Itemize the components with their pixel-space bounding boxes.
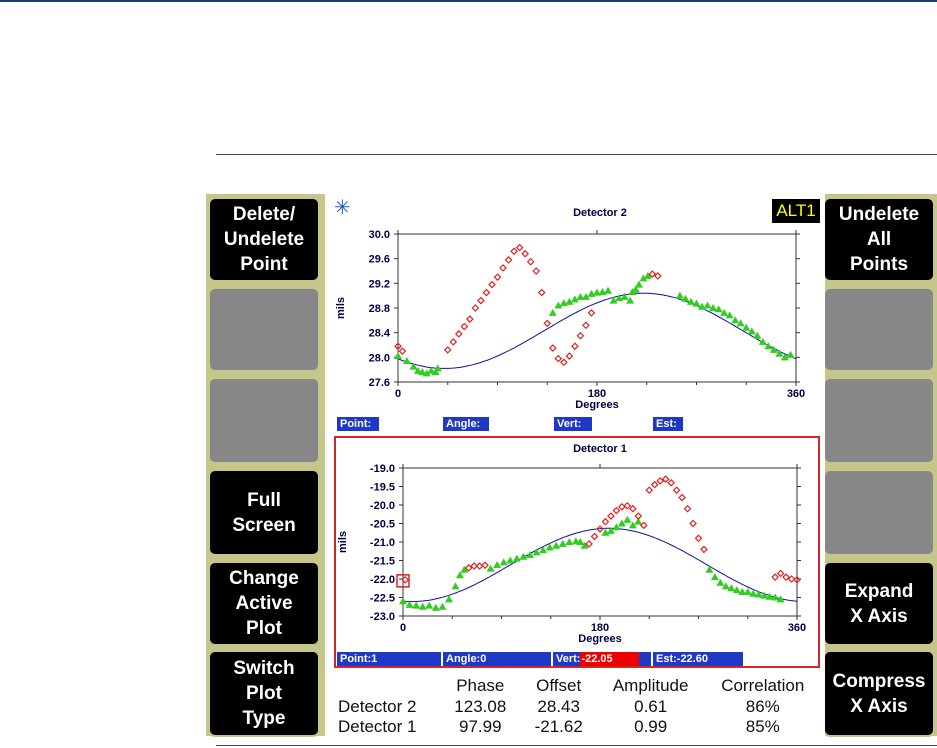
y-tick-label: 28.8 (368, 303, 390, 315)
stats-cell: 86% (745, 697, 780, 717)
deleted-data-point[interactable] (778, 570, 784, 576)
x-axis-label: Degrees (578, 633, 622, 645)
deleted-data-point[interactable] (522, 251, 528, 257)
top-readout-vert: Vert: (554, 417, 592, 431)
deleted-data-point[interactable] (668, 480, 674, 486)
kept-data-point[interactable] (493, 561, 501, 568)
softkey-label: Switch Plot Type (233, 658, 295, 729)
kept-data-point[interactable] (432, 604, 440, 611)
stats-cell: Detector 2 (338, 697, 417, 717)
stats-cell: 97.99 (459, 717, 502, 737)
y-tick-label: -22.5 (369, 592, 395, 605)
deleted-data-point[interactable] (685, 506, 691, 512)
softkey-label: Delete/ Undelete Point (223, 204, 305, 275)
softkey-label: Change Active Plot (229, 568, 299, 639)
kept-data-point[interactable] (744, 588, 752, 595)
deleted-data-point[interactable] (489, 282, 495, 288)
deleted-data-point[interactable] (445, 347, 451, 353)
right-softkey-blank-4[interactable] (823, 469, 935, 556)
deleted-data-point[interactable] (495, 274, 501, 280)
kept-data-point[interactable] (704, 302, 712, 309)
kept-data-point[interactable] (412, 602, 420, 609)
kept-data-point[interactable] (552, 542, 560, 549)
stats-header: Phase (456, 675, 505, 695)
deleted-data-point[interactable] (690, 521, 696, 527)
kept-data-point[interactable] (587, 290, 595, 297)
deleted-data-point[interactable] (577, 333, 583, 339)
kept-data-point[interactable] (626, 297, 634, 304)
deleted-data-point[interactable] (450, 339, 456, 345)
kept-data-point[interactable] (452, 582, 460, 589)
kept-data-point[interactable] (711, 573, 719, 580)
top-plot-title: Detector 2 (573, 207, 627, 219)
y-tick-label: -19.5 (369, 481, 395, 494)
x-axis-label: Degrees (575, 399, 619, 411)
y-tick-label: 28.0 (368, 352, 390, 365)
deleted-data-point[interactable] (550, 345, 556, 351)
stats-header: Offset (536, 675, 582, 695)
plot-area (403, 468, 797, 616)
kept-data-point[interactable] (506, 557, 514, 564)
deleted-data-point[interactable] (619, 504, 625, 510)
deleted-data-point[interactable] (583, 322, 589, 328)
deleted-data-point[interactable] (482, 562, 488, 568)
x-tick-label: 180 (590, 622, 610, 634)
stats-header (329, 675, 440, 696)
right-softkey-compress-x-axis[interactable] (823, 650, 935, 737)
fit-statistics-table (329, 675, 821, 737)
kept-data-point[interactable] (705, 566, 713, 573)
deleted-data-point[interactable] (679, 495, 685, 501)
kept-data-point[interactable] (513, 555, 521, 562)
kept-data-point[interactable] (715, 305, 723, 312)
deleted-data-point[interactable] (772, 574, 778, 580)
kept-data-point[interactable] (635, 281, 643, 288)
right-softkey-blank-3[interactable] (823, 377, 935, 464)
deleted-data-point[interactable] (592, 533, 598, 539)
deleted-data-point[interactable] (652, 482, 658, 488)
fit-curve (398, 293, 796, 368)
right-softkey-expand-x-axis[interactable] (823, 561, 935, 646)
top-plot-chart[interactable] (334, 222, 816, 420)
stats-cell: -21.62 (534, 717, 583, 737)
deleted-data-point[interactable] (511, 248, 517, 254)
kept-data-point[interactable] (604, 287, 612, 294)
stats-cell: 85% (745, 717, 780, 737)
deleted-data-point[interactable] (456, 331, 462, 337)
bottom-readout-point: Point:1 (337, 652, 441, 666)
left-softkey-delete-undelete-point[interactable] (208, 197, 320, 282)
figure-top-rule (216, 154, 937, 155)
y-tick-label: 28.4 (368, 327, 390, 340)
kept-data-point[interactable] (549, 309, 557, 316)
kept-data-point[interactable] (419, 603, 427, 610)
deleted-data-point[interactable] (528, 259, 534, 265)
stats-cell: Detector 1 (338, 717, 417, 737)
y-tick-label: -21.0 (369, 537, 395, 549)
stats-cell: 0.99 (634, 717, 668, 737)
kept-data-point[interactable] (560, 299, 568, 306)
stats-row (329, 696, 821, 716)
y-tick-label: 29.2 (368, 278, 390, 291)
deleted-data-point[interactable] (472, 305, 478, 311)
deleted-data-point[interactable] (613, 508, 619, 514)
x-tick-label: 360 (786, 388, 806, 400)
deleted-data-point[interactable] (696, 535, 702, 541)
kept-data-point[interactable] (438, 603, 446, 610)
kept-data-point[interactable] (786, 351, 794, 358)
deleted-data-point[interactable] (646, 487, 652, 493)
x-tick-label: 180 (587, 388, 607, 400)
kept-data-point[interactable] (559, 540, 567, 547)
deleted-data-point[interactable] (539, 290, 545, 296)
bottom-readout-vert-label: Vert: (556, 653, 581, 665)
y-tick-label: -23.0 (369, 611, 395, 623)
deleted-data-point[interactable] (561, 359, 567, 365)
kept-data-point[interactable] (539, 546, 547, 553)
left-softkey-switch-plot-type[interactable] (208, 650, 320, 737)
x-tick-label: 360 (787, 622, 807, 634)
deleted-data-point[interactable] (544, 320, 550, 326)
left-softkey-blank-3[interactable] (208, 377, 320, 464)
deleted-data-point[interactable] (572, 343, 578, 349)
y-tick-label: -21.5 (369, 555, 395, 568)
y-tick-label: 30.0 (368, 229, 390, 241)
kept-data-point[interactable] (676, 292, 684, 299)
stats-cell: 28.43 (537, 697, 580, 717)
deleted-data-point[interactable] (500, 265, 506, 271)
left-softkey-blank-2[interactable] (208, 287, 320, 372)
kept-data-point[interactable] (599, 288, 607, 295)
softkey-label: Undelete All Points (838, 204, 920, 275)
bottom-readout-vert (553, 652, 651, 666)
left-softkey-change-active-plot[interactable] (208, 561, 320, 646)
right-softkey-blank-2[interactable] (823, 287, 935, 372)
deleted-data-point[interactable] (608, 513, 614, 519)
stats-header: Amplitude (612, 675, 689, 695)
bottom-plot-title: Detector 1 (573, 443, 627, 455)
deleted-data-point[interactable] (641, 522, 647, 528)
softkey-label: Expand X Axis (844, 580, 914, 627)
y-axis-label: mils (335, 296, 347, 320)
bottom-plot-chart[interactable] (336, 456, 818, 652)
alt-mode-badge: ALT1 (772, 199, 820, 223)
y-tick-label: 27.6 (368, 377, 390, 389)
x-tick-label: 0 (399, 622, 407, 634)
y-axis-label: mils (337, 530, 349, 554)
deleted-data-point[interactable] (602, 519, 608, 525)
deleted-data-point[interactable] (630, 506, 636, 512)
deleted-data-point[interactable] (467, 316, 473, 322)
stats-header: Correlation (721, 675, 805, 695)
bottom-readout-est: Est:-22.60 (653, 652, 743, 666)
kept-data-point[interactable] (748, 327, 756, 334)
plot-area (398, 234, 796, 382)
right-softkey-undelete-all-points[interactable] (823, 197, 935, 282)
bottom-readout-vert-value: -22.05 (580, 652, 639, 666)
deleted-data-point[interactable] (483, 290, 489, 296)
kept-data-point[interactable] (623, 516, 631, 523)
deleted-data-point[interactable] (555, 356, 561, 362)
top-readout-angle: Angle: (443, 417, 489, 431)
kept-data-point[interactable] (399, 597, 407, 604)
y-tick-label: -20.0 (369, 500, 395, 512)
y-tick-label: -20.5 (369, 518, 395, 531)
softkey-label: Full Screen (232, 489, 296, 536)
softkey-label: Compress X Axis (832, 670, 926, 717)
y-tick-label: -19.0 (369, 463, 395, 475)
x-tick-label: 0 (394, 388, 402, 400)
top-plot-status-icon: ✳ (334, 197, 351, 219)
deleted-data-point[interactable] (624, 503, 630, 509)
deleted-data-point[interactable] (701, 546, 707, 552)
stats-cell: 123.08 (454, 697, 507, 717)
y-tick-label: 29.6 (368, 253, 390, 266)
kept-data-point[interactable] (500, 558, 508, 565)
kept-data-point[interactable] (720, 309, 728, 316)
deleted-data-point[interactable] (674, 487, 680, 493)
y-tick-label: -22.0 (369, 574, 395, 586)
stats-header-row (329, 675, 821, 696)
stats-row (329, 717, 821, 737)
deleted-data-point[interactable] (461, 324, 467, 330)
kept-data-point[interactable] (425, 602, 433, 609)
stats-cell: 0.61 (634, 697, 668, 717)
deleted-data-point[interactable] (588, 310, 594, 316)
header-rule (0, 0, 937, 2)
top-readout-est: Est: (653, 417, 683, 431)
deleted-data-point[interactable] (399, 348, 405, 354)
left-softkey-full-screen[interactable] (208, 469, 320, 556)
deleted-data-point[interactable] (478, 298, 484, 304)
deleted-data-point[interactable] (566, 353, 572, 359)
top-readout-point: Point: (337, 417, 379, 431)
figure-bottom-rule (216, 745, 937, 746)
deleted-data-point[interactable] (517, 245, 523, 251)
deleted-data-point[interactable] (506, 257, 512, 263)
deleted-data-point[interactable] (533, 268, 539, 274)
bottom-readout-angle: Angle:0 (443, 652, 551, 666)
